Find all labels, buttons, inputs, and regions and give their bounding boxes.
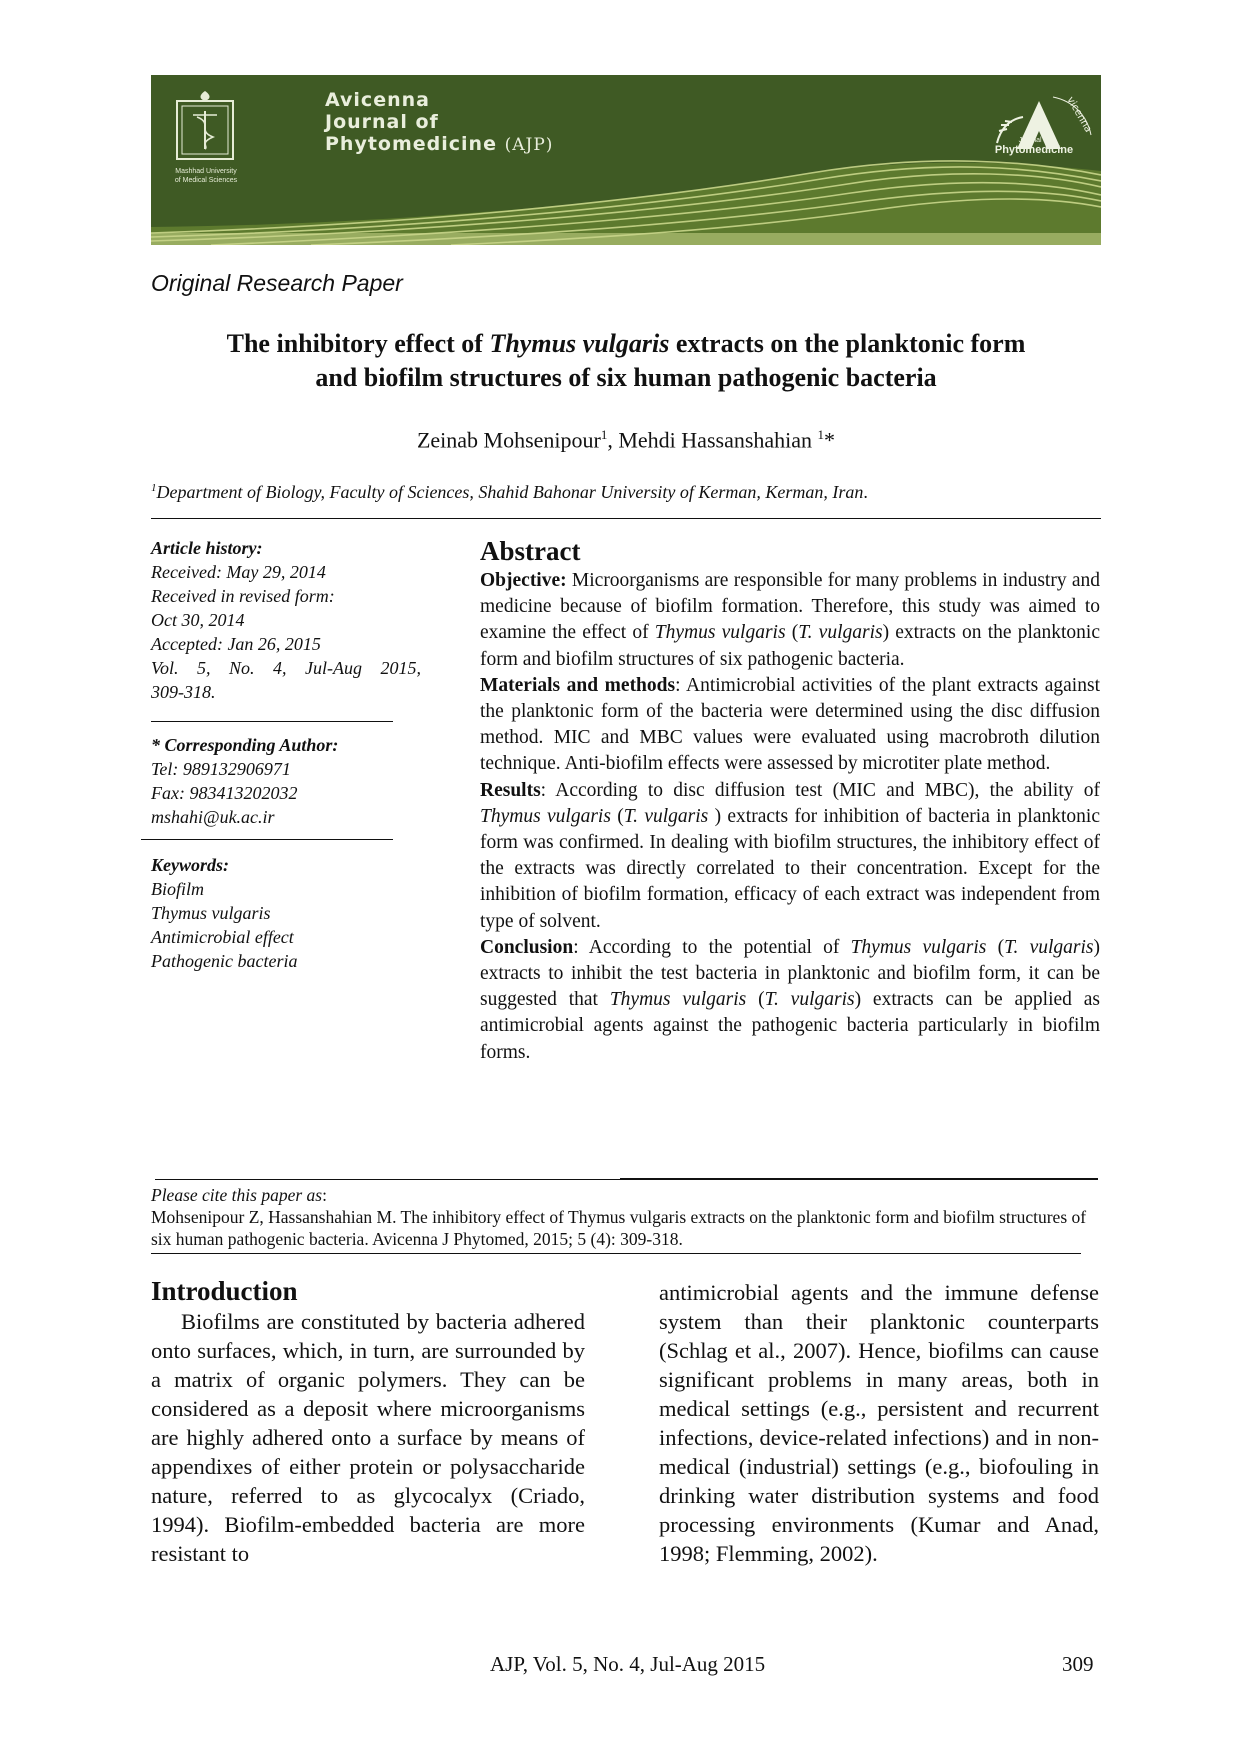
objective-text: Microorganisms are responsible for many problems in industry and medicine because of biofilm formation. Therefore, this study was aimed to examine the effect of <box>480 570 1100 644</box>
page-range: 309-318. <box>151 682 216 702</box>
species-abbrev: T. vulgaris <box>798 622 883 644</box>
abstract-objective <box>480 568 1100 673</box>
journal-name <box>325 89 553 156</box>
keywords-heading: Keywords: <box>151 855 229 875</box>
title-part-1: The inhibitory effect of <box>226 329 490 358</box>
species-name: Thymus vulgaris <box>609 989 747 1011</box>
journal-name-line-2: Journal of <box>325 111 439 133</box>
accepted-date: Accepted: Jan 26, 2015 <box>151 634 321 654</box>
title-part-2: extracts on the planktonic form <box>669 329 1026 358</box>
conclusion-text: ) extracts can be applied as antimicrobial agents against the pathogenic bacteria particularly in biofilm forms. <box>480 989 1100 1063</box>
conclusion-text: ( <box>986 936 1005 958</box>
affiliation <box>151 482 868 503</box>
species-abbrev: T. vulgaris <box>623 805 709 827</box>
paper-title <box>151 327 1101 395</box>
keyword-item: Antimicrobial effect <box>151 927 294 947</box>
university-name <box>161 167 251 185</box>
results-label: Results <box>480 779 541 801</box>
methods-label: Materials and methods <box>480 674 676 696</box>
results-text: : According to disc diffusion test (MIC and MBC), the ability of <box>540 779 1100 801</box>
author-list <box>151 427 1101 453</box>
info-divider-2 <box>141 839 393 840</box>
title-species: Thymus vulgaris <box>489 329 670 358</box>
citation-divider <box>151 1253 1081 1254</box>
abstract-divider-right <box>620 1178 1098 1180</box>
species-abbrev: T. vulgaris <box>1004 936 1094 958</box>
corresponding-heading: * Corresponding Author: <box>151 735 339 755</box>
methods-text: : Antimicrobial activities of the plant extracts against the planktonic form of the bacteria were determined using the disc diffusion method. MIC and MBC values were evaluated using macrobroth dilution technique. Anti-biofilm effects were assessed by microtiter plate method. <box>480 674 1100 775</box>
introduction-column-2: antimicrobial agents and the immune defense system than their planktonic counterparts (Schlag et al., 2007). Hence, biofilms can cause significant problems in many areas, both in medical settings (e.g., persistent and recurrent infections, device-related infections) and in non-medical (industrial) settings (e.g., biofouling in drinking water distribution systems and food processing environments (Kumar and Anad, 1998; Flemming, 2002). <box>659 1280 1099 1566</box>
affiliation-period: . <box>863 482 868 502</box>
results-text: ( <box>610 805 624 827</box>
abstract <box>480 536 1100 1066</box>
keyword-item: Thymus vulgaris <box>151 903 271 923</box>
objective-label: Objective: <box>480 570 567 591</box>
corresponding-tel: Tel: 989132906971 <box>151 759 291 779</box>
revised-label: Received in revised form: <box>151 586 335 606</box>
keywords <box>151 853 421 973</box>
keyword-item: Biofilm <box>151 879 204 899</box>
volume-info: Vol. 5, No. 4, Jul-Aug 2015, <box>151 658 421 678</box>
author-2: , Mehdi Hassanshahian <box>607 427 818 453</box>
logo-caption-big: Phytomedicine <box>994 144 1074 156</box>
corresponding-email[interactable]: mshahi@uk.ac.ir <box>151 807 275 827</box>
footer-journal-info: AJP, Vol. 5, No. 4, Jul-Aug 2015 <box>490 1652 766 1676</box>
abstract-heading: Abstract <box>480 536 581 566</box>
affiliation-text: Department of Biology, Faculty of Sciences, Shahid Bahonar University of Kerman, Kerman, Iran <box>156 482 864 502</box>
conclusion-label: Conclusion <box>480 936 574 958</box>
introduction-heading: Introduction <box>151 1276 298 1306</box>
journal-abbreviation: (AJP) <box>504 135 554 155</box>
species-abbrev: T. vulgaris <box>764 989 855 1011</box>
received-date: Received: May 29, 2014 <box>151 562 326 582</box>
journal-name-line-1: Avicenna <box>325 89 430 111</box>
university-line-1: Mashhad University <box>175 168 237 175</box>
abstract-results <box>480 778 1100 935</box>
species-name: Thymus vulgaris <box>850 936 987 958</box>
header-divider <box>151 518 1101 519</box>
abstract-methods <box>480 673 1100 778</box>
logo-caption-small: Journal of <box>1018 137 1050 144</box>
article-history-heading: Article history: <box>151 538 263 558</box>
affiliation-mark: 1 <box>151 482 157 494</box>
author-1-affiliation-mark: 1 <box>600 427 608 442</box>
citation-block <box>151 1184 1101 1250</box>
species-name: Thymus vulgaris <box>480 805 611 827</box>
corresponding-author <box>151 733 421 829</box>
logo-arc-text: vicenna <box>1064 95 1094 135</box>
keyword-item: Pathogenic bacteria <box>151 951 298 971</box>
journal-banner <box>151 75 1101 245</box>
revised-date: Oct 30, 2014 <box>151 610 245 630</box>
objective-text: ( <box>785 622 799 644</box>
objective-text: ) extracts on the planktonic form and biofilm structures of six pathogenic bacteria. <box>480 622 1101 670</box>
citation-label: Please cite this paper as <box>151 1185 323 1205</box>
author-2-affiliation-mark: 1 <box>817 427 825 442</box>
abstract-divider-left <box>155 1179 620 1180</box>
conclusion-text: : According to the potential of <box>573 936 851 958</box>
info-divider-1 <box>151 721 393 722</box>
abstract-conclusion <box>480 935 1100 1066</box>
article-history <box>151 536 421 704</box>
paper-type: Original Research Paper <box>151 270 403 296</box>
species-name: Thymus vulgaris <box>654 622 786 644</box>
conclusion-text: ) extracts to inhibit the test bacteria in planktonic and biofilm form, it can be suggested that <box>480 936 1100 1011</box>
introduction-column-1: Biofilms are constituted by bacteria adhered onto surfaces, which, in turn, are surrounded by a matrix of organic polymers. They can be considered as a deposit where microorganisms are highly adhered onto a surface by means of appendixes of either protein or polysaccharide nature, referred to as glycocalyx (Criado, 1994). Biofilm-embedded bacteria are more resistant to <box>151 1309 585 1566</box>
results-text: ) extracts for inhibition of bacteria in planktonic form was confirmed. In dealing with biofilm structures, the inhibitory effect of the extracts was directly correlated to their concentration. Except for the inhibition of biofilm formation, efficacy of each extract was independent from type of solvent. <box>480 805 1100 932</box>
citation-colon: : <box>322 1185 327 1205</box>
title-line-2: and biofilm structures of six human pathogenic bacteria <box>315 363 937 392</box>
page-number: 309 <box>1062 1652 1094 1676</box>
journal-name-line-3: Phytomedicine <box>325 133 497 155</box>
university-line-2: of Medical Sciences <box>174 177 238 184</box>
corresponding-star: * <box>824 427 836 453</box>
logo-caption <box>969 137 1099 156</box>
corresponding-fax: Fax: 983413202032 <box>151 783 298 803</box>
conclusion-text: ( <box>746 989 765 1011</box>
citation-text: Mohsenipour Z, Hassanshahian M. The inhibitory effect of Thymus vulgaris extracts on the planktonic form and biofilm structures of six human pathogenic bacteria. Avicenna J Phytomed, 2015; 5 (4): 309-318. <box>151 1207 1087 1249</box>
author-1: Zeinab Mohsenipour <box>416 427 601 453</box>
